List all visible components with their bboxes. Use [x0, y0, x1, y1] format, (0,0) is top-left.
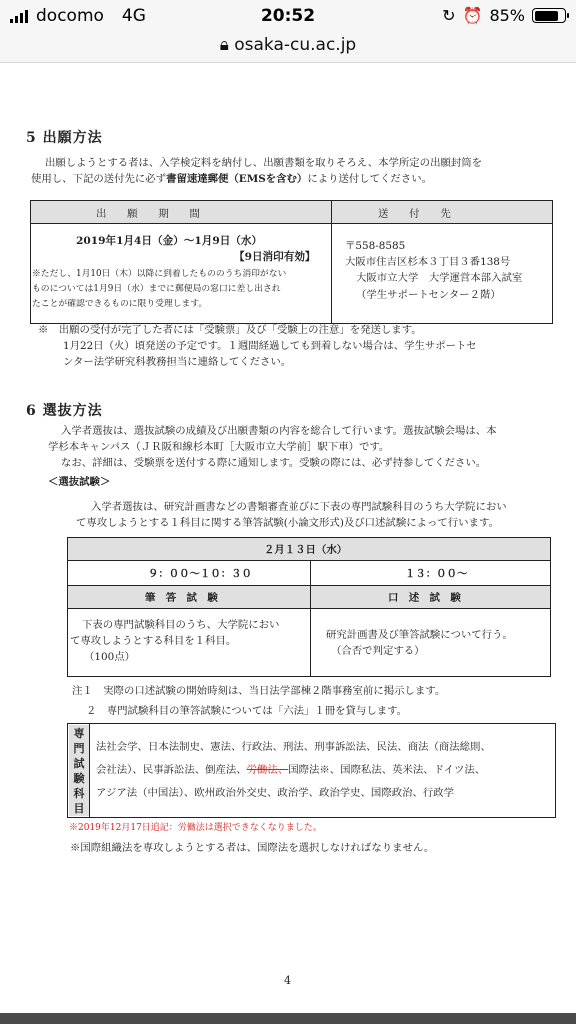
section-6-text-2: 学杉本キャンパス（ＪＲ阪和線杉本町［大阪市立大学前］駅下車）です。 — [48, 441, 390, 453]
section-5-text-1: 出願しようとする者は、入学検定料を納付し、出願書類を取りそろえ、本学所定の出願封筒を — [45, 157, 483, 169]
subjects-line-2: 会社法）、民事訴訟法、倒産法、労働法、国際法※、国際私法、英米法、ドイツ法、 — [96, 764, 486, 776]
section-6-text-1: 入学者選抜は、選抜試験の成績及び出願書類の内容を総合して行います。選抜試験会場は、本 — [61, 425, 497, 437]
section-5-note-1: ※ 出願の受付が完了した者には「受験票」及び「受験上の注意」を発送します。 — [38, 324, 422, 336]
labor-law-removal-note: ※2019年12月17日追記：労働法は選択できなくなりました。 — [69, 823, 322, 833]
alarm-icon: ⏰ — [462, 6, 483, 25]
subjects-label-char: 試 — [73, 757, 85, 770]
exam-note-2: ２ 専門試験科目の筆答試験については「六法」１冊を貸与します。 — [86, 705, 408, 717]
subjects-label-char: 験 — [73, 772, 85, 785]
section-5-text-2: 使用し、下記の送付先に必ず書留速達郵便（EMSを含む）により送付してください。 — [31, 173, 432, 185]
clock: 20:52 — [260, 6, 316, 26]
international-org-law-note: ※国際組織法を専攻しようとする者は、国際法を選択しなければなりません。 — [70, 842, 435, 854]
subjects-vertical-label — [71, 726, 87, 816]
written-exam-points: （100点） — [84, 651, 136, 663]
url-text: osaka-cu.ac.jp — [234, 35, 357, 55]
exam-date: ２月１３日（水） — [264, 544, 348, 556]
carrier: docomo — [36, 6, 104, 26]
written-exam-time: ９：００～１０：３０ — [148, 568, 252, 580]
subjects-line-3: アジア法（中国法）、欧州政治外交史、政治学、政治学史、国際政治、行政学 — [96, 787, 455, 799]
section-6-heading: 6 選抜方法 — [26, 403, 103, 419]
status-bar — [0, 0, 576, 34]
section-6-text-5: て専攻しようとする１科目に関する筆答試験(小論文形式)及び口述試験によって行います。 — [76, 517, 499, 529]
registered-mail-emphasis: 書留速達郵便（EMSを含む） — [166, 173, 308, 185]
rotation-lock-icon: ↻ — [442, 6, 456, 25]
table-header-period: 出 願 期 間 — [96, 208, 200, 220]
subjects-label-char: 門 — [73, 742, 85, 755]
battery-icon — [532, 8, 566, 23]
document-page — [0, 63, 576, 1024]
section-6-text-3: なお、詳細は、受験票を送付する際に通知します。受験の際には、必ず持参してください。 — [61, 457, 487, 469]
labor-law-struck: 労働法、 — [246, 764, 289, 776]
battery-level — [535, 11, 559, 21]
address-line-2: 大阪市立大学 大学運営本部入試室 — [356, 272, 523, 284]
oral-exam-desc-2: （合否で判定する） — [331, 645, 425, 657]
subjects-label-char: 科 — [73, 787, 85, 800]
late-arrival-note: ※ただし、1月10日（木）以降に到着したもののうち消印がない ものについては1月9日（水）までに郵便局の窓口に差し出され たことが確認できるものに限り受理します。 — [32, 269, 287, 309]
written-exam-desc-2: て専攻しようとする科目を１科目。 — [70, 635, 237, 647]
address-line-3: （学生サポートセンター２階） — [356, 289, 501, 301]
exam-note-1: 注１ 実際の口述試験の開始時刻は、当日法学部棟２階事務室前に掲示します。 — [72, 685, 446, 697]
battery-percent: 85% — [489, 6, 525, 25]
page-number: 4 — [284, 974, 291, 987]
subjects-label-char: 目 — [73, 802, 85, 815]
postal-code: 〒558-8585 — [345, 240, 406, 252]
section-5-note-2: 1月22日（火）頃発送の予定です。１週間経過しても到着しない場合は、学生サポートセ — [63, 340, 477, 352]
address-bar[interactable] — [0, 34, 576, 63]
section-5-heading: 5 出願方法 — [26, 130, 103, 146]
subjects-line-1: 法社会学、日本法制史、憲法、行政法、刑法、刑事訴訟法、民法、商法（商法総則、 — [96, 741, 491, 753]
address-line-1: 大阪市住吉区杉本３丁目３番138号 — [345, 256, 511, 268]
selection-exam-subheading: ＜選抜試験＞ — [48, 476, 111, 488]
postmark-deadline: 【9日消印有効】 — [234, 251, 316, 263]
section-6-text-4: 入学者選抜は、研究計画書などの書類審査並びに下表の専門試験科目のうち大学院におい — [91, 501, 507, 513]
subjects-label-char: 専 — [73, 727, 85, 740]
section-5-note-3: ンター法学研究科教務担当に連絡してください。 — [63, 356, 292, 368]
table-header-destination: 送 付 先 — [378, 208, 451, 220]
oral-exam-label: 口 述 試 験 — [388, 592, 461, 604]
network-type: 4G — [121, 6, 146, 26]
written-exam-desc-1: 下表の専門試験科目のうち、大学院におい — [82, 619, 280, 631]
oral-exam-time: １３：００～ — [405, 568, 468, 580]
url-display[interactable] — [0, 35, 576, 55]
written-exam-label: 筆 答 試 験 — [145, 592, 218, 604]
lock-icon: 🔒︎ — [219, 35, 229, 55]
application-period: 2019年1月4日（金）～1月9日（水） — [76, 235, 263, 247]
bottom-toolbar-edge — [0, 1013, 576, 1024]
oral-exam-desc-1: 研究計画書及び筆答試験について行う。 — [326, 629, 513, 641]
